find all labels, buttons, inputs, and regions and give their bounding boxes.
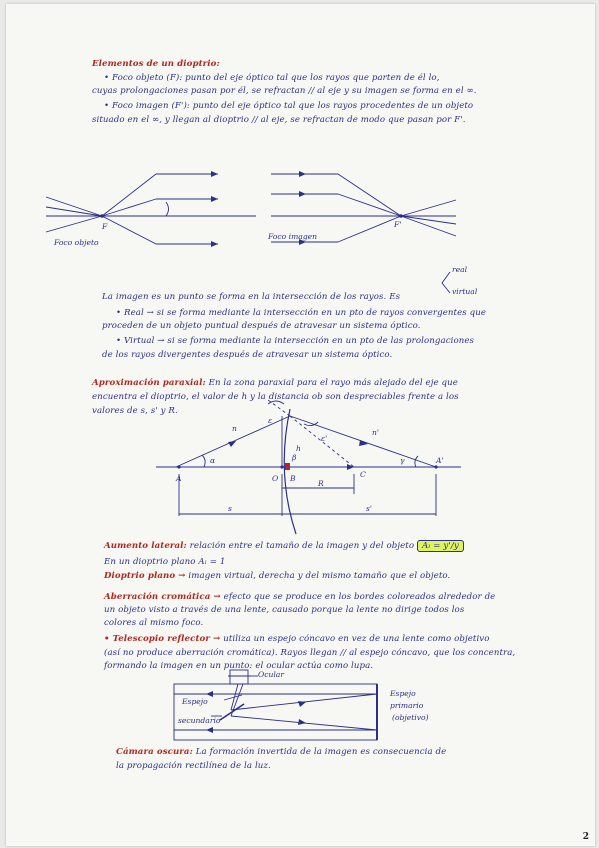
paraxial-line-1-text: En la zona paraxial para el rayo más alejado del eje que xyxy=(208,378,458,388)
label-alpha: α xyxy=(210,456,216,465)
label-epsilon: ε xyxy=(268,416,273,425)
label-O: O xyxy=(272,474,279,483)
dioptrio-plano-text: imagen virtual, derecha y del mismo tamaño que el objeto. xyxy=(188,571,451,581)
label-epsilon-prime: ε' xyxy=(321,434,328,443)
imagen-real-line-2: proceden de un objeto puntual después de atravesar un sistema óptico. xyxy=(102,321,421,331)
label-foco-imagen: Foco imagen xyxy=(268,232,318,241)
label-R: R xyxy=(318,479,324,488)
aumento-line-2: En un dioptrio plano Aₗ = 1 xyxy=(104,557,226,567)
page-number: 2 xyxy=(582,832,589,842)
aberracion-title: Aberración cromática → xyxy=(104,592,221,602)
camara-line-2: la propagación rectilínea de la luz. xyxy=(116,761,271,771)
paraxial-line-3: valores de s, s' y R. xyxy=(92,406,178,416)
imagen-virtual-line-2: de los rayos divergentes después de atravesar un sistema óptico. xyxy=(102,350,393,360)
brace-virtual: virtual xyxy=(452,287,478,296)
aberracion-text: efecto que se produce en los bordes coloreados alrededor de xyxy=(223,592,496,602)
paraxial-line-2: encuentra el dioptrio, el valor de h y la distancia ob son despreciables frente a los xyxy=(92,392,459,402)
brace-real: real xyxy=(452,265,468,274)
camara-line-1 xyxy=(116,747,446,757)
paraxial-title: Aproximación paraxial: xyxy=(92,378,206,388)
label-espejo-secundario-2: secundario xyxy=(178,716,221,725)
label-ocular: Ocular xyxy=(258,670,284,679)
telescopio-text: utiliza un espejo cóncavo en vez de una lente como objetivo xyxy=(223,634,490,644)
telescopio-title: • Telescopio reflector → xyxy=(104,634,221,644)
label-espejo-primario-3: (objetivo) xyxy=(392,713,429,722)
label-gamma: γ xyxy=(400,456,405,465)
label-espejo-primario-1: Espejo xyxy=(390,689,416,698)
imagen-real-line-1: • Real → si se forma mediante la intersección en un pto de rayos convergentes que xyxy=(116,308,487,318)
camara-text: La formación invertida de la imagen es consecuencia de xyxy=(195,747,447,757)
label-s-prime: s' xyxy=(366,504,372,513)
foco-imagen-line-1: • Foco imagen (F'): punto del eje óptico tal que los rayos procedentes de un objeto xyxy=(104,101,474,111)
label-F-prime: F' xyxy=(394,220,402,229)
foco-objeto-line-1: • Foco objeto (F): punto del eje óptico tal que los rayos que parten de él lo, xyxy=(104,73,440,83)
label-C: C xyxy=(360,470,366,479)
label-B: B xyxy=(290,474,296,483)
telescopio-line-2: (así no produce aberración cromática). Rayos llegan // al espejo cóncavo, que los concentra, xyxy=(104,648,516,658)
aumento-formula: Aₗ = y'/y xyxy=(417,540,464,552)
camara-title: Cámara oscura: xyxy=(116,747,193,757)
imagen-virtual-line-1: • Virtual → si se forma mediante la intersección en un pto de las prolongaciones xyxy=(116,336,475,346)
dioptrio-plano-title: Dioptrio plano → xyxy=(104,571,186,581)
label-espejo-primario-2: primario xyxy=(390,701,424,710)
telescopio-line-3: formando la imagen en un punto: el ocular actúa como lupa. xyxy=(104,661,374,671)
label-foco-objeto: Foco objeto xyxy=(54,238,99,247)
section-heading-elementos: Elementos de un dioptrio: xyxy=(92,59,220,69)
label-A-prime: A' xyxy=(436,456,444,465)
telescope-diagram xyxy=(6,4,595,846)
foco-objeto-line-2: cuyas prolongaciones pasan por él, se refractan // al eje y su imagen se forma en el ∞. xyxy=(92,86,477,96)
label-h: h xyxy=(296,444,301,453)
imagen-definition: La imagen es un punto se forma en la intersección de los rayos. Es xyxy=(102,292,401,302)
label-F: F xyxy=(102,222,108,231)
foco-imagen-line-2: situado en el ∞, y llegan al dioptrio // al eje, se refractan de modo que pasan por F'. xyxy=(92,115,466,125)
label-s: s xyxy=(228,504,232,513)
label-n: n xyxy=(232,424,237,433)
label-espejo-secundario-1: Espejo xyxy=(182,697,208,706)
aumento-title: Aumento lateral: xyxy=(104,541,187,551)
aberracion-line-3: colores al mismo foco. xyxy=(104,618,204,628)
label-beta: β xyxy=(292,453,297,462)
aumento-text: relación entre el tamaño de la imagen y del objeto xyxy=(189,541,415,551)
label-A: A xyxy=(176,474,182,483)
label-n-prime: n' xyxy=(372,428,379,437)
aberracion-line-2: un objeto visto a través de una lente, causado porque la lente no dirige todos los xyxy=(104,605,465,615)
notebook-page xyxy=(6,4,595,846)
